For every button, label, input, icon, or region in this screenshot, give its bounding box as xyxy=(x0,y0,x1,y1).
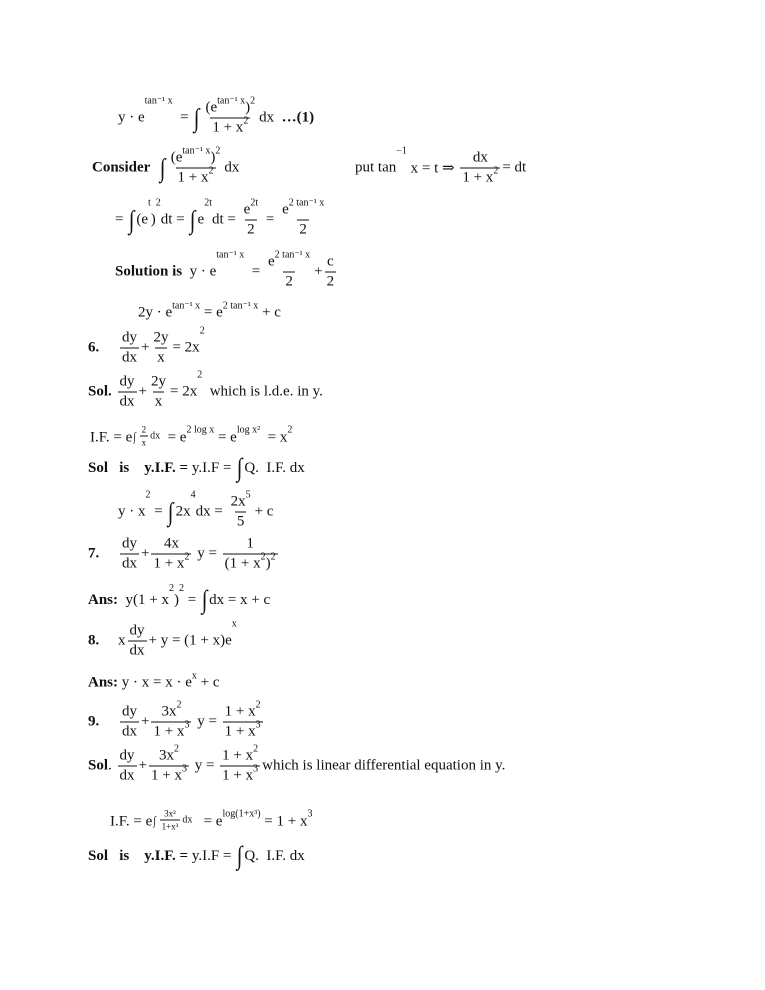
superscript: tan⁻¹ x xyxy=(182,145,211,157)
fraction xyxy=(118,748,137,785)
fraction xyxy=(223,699,263,741)
math-text: dx xyxy=(150,430,161,442)
math-text: x xyxy=(154,393,163,410)
math-text: dy xyxy=(122,329,137,346)
math-text: dx xyxy=(122,349,137,366)
math-text: = dt xyxy=(502,159,527,176)
math-text: ) xyxy=(173,591,179,608)
math-text: = e xyxy=(200,304,223,321)
math-text: + y = (1 + x)e xyxy=(148,632,232,649)
bold-label: Sol is y.I.F. = xyxy=(88,459,192,476)
fraction xyxy=(149,743,189,785)
superscript: 2 xyxy=(255,699,261,711)
math-text: + c xyxy=(258,304,281,321)
numerator xyxy=(118,374,137,392)
math-text: 2x xyxy=(230,493,246,510)
superscript xyxy=(132,425,160,448)
math-text: + xyxy=(141,545,150,562)
math-text: e xyxy=(268,253,275,270)
fraction xyxy=(120,536,139,573)
fraction xyxy=(242,197,260,239)
math-text: 1 + x xyxy=(153,555,185,572)
math-text: ) xyxy=(245,99,251,116)
integral-sign: ∫ xyxy=(153,813,157,827)
superscript: 5 xyxy=(245,489,251,501)
superscript: 3 xyxy=(307,808,313,820)
math-text: + c xyxy=(196,674,220,691)
superscript: 3 xyxy=(253,763,259,775)
math-text: = xyxy=(244,263,264,280)
fraction xyxy=(160,809,181,832)
denominator xyxy=(120,554,139,573)
math-text: e xyxy=(243,201,251,218)
fraction xyxy=(266,249,312,291)
numerator xyxy=(120,704,139,722)
math-text: dt = xyxy=(160,211,189,228)
math-text: y · x xyxy=(118,503,146,520)
math-text: c xyxy=(327,253,334,270)
math-text: I.F. = e xyxy=(110,813,153,830)
math-text: dx xyxy=(119,393,135,410)
numerator xyxy=(157,743,181,766)
math-text: (e xyxy=(205,99,218,116)
math-text: y · x = x · e xyxy=(121,674,192,691)
bold-label: Sol is y.I.F. = xyxy=(88,847,192,864)
superscript: 2 xyxy=(184,551,190,563)
numerator xyxy=(325,254,336,272)
denominator xyxy=(245,220,257,239)
denominator xyxy=(160,820,181,832)
math-text: = xyxy=(150,503,167,520)
math-text: dy xyxy=(119,747,135,764)
numerator xyxy=(140,425,149,436)
numerator xyxy=(128,623,147,641)
math-text: ) xyxy=(265,555,271,572)
math-text: 1+x³ xyxy=(161,821,179,832)
math-text: which is l.d.e. in y. xyxy=(202,383,323,400)
bold-label: 7. xyxy=(88,545,100,562)
math-text: 1 xyxy=(246,535,254,552)
math-text: y = xyxy=(190,757,219,774)
denominator xyxy=(128,641,147,660)
math-text: y = xyxy=(193,545,221,562)
math-text: + xyxy=(141,713,150,730)
math-text: 1 + x xyxy=(150,767,182,784)
integral-sign: ∫ xyxy=(159,153,165,182)
math-text: 2 xyxy=(247,221,255,238)
math-text: + xyxy=(138,383,147,400)
math-text: y(1 + x xyxy=(118,591,169,608)
math-text: x xyxy=(141,437,147,448)
math-text: 2y xyxy=(153,329,169,346)
superscript: 2 xyxy=(493,165,499,177)
math-text: ) xyxy=(210,149,216,166)
numerator xyxy=(204,95,258,118)
denominator xyxy=(325,272,337,291)
superscript: 2 xyxy=(178,583,184,594)
math-text: 2y xyxy=(150,373,166,390)
superscript: 3 xyxy=(184,719,190,731)
superscript: 2 xyxy=(173,743,179,755)
integral-sign: ∫ xyxy=(128,205,135,234)
fraction xyxy=(169,145,223,187)
numerator xyxy=(151,330,170,348)
math-text: dy xyxy=(129,622,145,639)
math-text: dx xyxy=(122,723,137,740)
fraction xyxy=(140,425,149,448)
equation-line xyxy=(88,633,99,650)
bold-label: Ans: xyxy=(88,674,122,691)
equation-line xyxy=(92,145,240,187)
numerator xyxy=(242,197,260,220)
numerator xyxy=(244,536,256,554)
denominator xyxy=(223,551,278,573)
superscript: 2 xyxy=(145,489,151,501)
superscript: 3 xyxy=(255,719,261,731)
equation-line xyxy=(118,95,315,137)
equation-line xyxy=(88,455,305,481)
denominator xyxy=(140,436,149,448)
equation-line xyxy=(88,714,99,731)
superscript: log x² xyxy=(236,424,261,436)
superscript: 2 xyxy=(176,699,182,711)
equation-line xyxy=(118,325,205,367)
numerator xyxy=(118,748,137,766)
math-text: 1 + x xyxy=(222,767,254,784)
numerator xyxy=(149,374,168,392)
integral-sign: ∫ xyxy=(133,429,137,443)
superscript: 2 xyxy=(197,369,203,381)
superscript: tan⁻¹ x xyxy=(216,249,245,261)
bold-label: 8. xyxy=(88,632,100,649)
math-text: ) xyxy=(150,211,156,228)
superscript: 2 xyxy=(155,197,161,209)
superscript: 2t xyxy=(204,197,212,209)
math-text: 1 + x xyxy=(224,703,256,720)
math-text: I.F. = e xyxy=(90,429,133,446)
equation-line xyxy=(88,546,99,563)
math-text: 4x xyxy=(163,535,179,552)
equation-line xyxy=(90,424,293,448)
superscript: tan⁻¹ x xyxy=(144,95,173,107)
math-text: dt = xyxy=(212,211,240,228)
math-text: (e xyxy=(170,149,183,166)
math-text: 1 + x xyxy=(462,169,494,186)
math-text: = xyxy=(183,591,200,608)
denominator xyxy=(220,763,260,785)
equation-line xyxy=(115,197,328,239)
math-text: 2 xyxy=(326,273,335,290)
bold-label: …(1) xyxy=(281,109,315,126)
math-text: + xyxy=(314,263,323,280)
denominator xyxy=(155,348,167,367)
superscript: 2 xyxy=(250,95,256,107)
fraction xyxy=(128,623,147,660)
fraction xyxy=(325,254,337,291)
numerator xyxy=(159,699,183,722)
math-text: y · e xyxy=(118,109,145,126)
numerator xyxy=(162,536,181,554)
denominator xyxy=(235,512,247,531)
math-text: y · e xyxy=(189,263,217,280)
numerator xyxy=(266,249,312,272)
math-text: x = t ⇒ xyxy=(406,160,459,177)
fraction xyxy=(204,95,258,137)
integral-sign: ∫ xyxy=(201,585,208,614)
superscript: 2 xyxy=(260,551,266,563)
fraction xyxy=(229,489,253,531)
equation-line xyxy=(115,249,338,291)
superscript: log(1+x³) xyxy=(222,808,261,820)
math-text: 2 xyxy=(299,221,307,238)
denominator xyxy=(149,763,189,785)
superscript: 2 tan⁻¹ x xyxy=(274,249,311,261)
integral-sign: ∫ xyxy=(190,205,196,234)
fraction xyxy=(223,536,278,573)
superscript: 2 xyxy=(287,424,293,436)
math-text: x xyxy=(157,349,165,366)
math-text: x xyxy=(118,632,126,649)
math-text: 1 + x xyxy=(222,747,254,764)
equation-line xyxy=(138,300,281,322)
denominator xyxy=(210,115,250,137)
math-text: + c xyxy=(254,503,274,520)
math-text: dx = x + c xyxy=(209,591,271,608)
equation-line xyxy=(88,369,323,411)
equation-line xyxy=(88,583,271,614)
superscript: 2 xyxy=(243,115,249,127)
math-text: + xyxy=(141,339,150,356)
fraction xyxy=(120,704,139,741)
bold-label: 9. xyxy=(88,713,100,730)
fraction xyxy=(149,374,168,411)
superscript: −1 xyxy=(396,145,407,157)
math-text: dx xyxy=(472,149,488,166)
superscript: 2 xyxy=(168,583,174,594)
math-text: 3x xyxy=(161,703,177,720)
numerator xyxy=(471,150,490,168)
denominator xyxy=(118,766,137,785)
math-text: y = xyxy=(193,713,221,730)
equation-line xyxy=(110,808,313,832)
math-text: = xyxy=(262,211,279,228)
integral-sign: ∫ xyxy=(236,453,243,482)
math-text: 2 xyxy=(141,424,147,435)
math-text: 1 + x xyxy=(153,723,185,740)
superscript: 2t xyxy=(250,197,259,209)
math-text: dy xyxy=(122,535,137,552)
math-text: = x xyxy=(260,429,288,446)
math-text: (e xyxy=(136,211,148,228)
math-text: 2x xyxy=(175,503,191,520)
equation-line xyxy=(355,145,527,187)
denominator xyxy=(120,722,139,741)
math-text: dx xyxy=(122,555,137,572)
bold-label: 6. xyxy=(88,339,100,356)
math-text: dx xyxy=(224,159,240,176)
fraction xyxy=(280,197,326,239)
equation-line xyxy=(118,699,265,741)
fraction xyxy=(460,150,500,187)
fraction xyxy=(151,536,191,573)
math-text: 3x xyxy=(158,747,174,764)
denominator xyxy=(223,719,263,741)
denominator xyxy=(176,165,216,187)
math-text: which is linear differential equation in y. xyxy=(262,757,506,774)
superscript: 2 tan⁻¹ x xyxy=(222,300,259,312)
math-text: e xyxy=(282,201,289,218)
denominator xyxy=(153,392,165,411)
math-text: . xyxy=(108,757,116,774)
math-text: 2y · e xyxy=(138,304,173,321)
math-text: = 2x xyxy=(172,339,200,356)
denominator xyxy=(120,348,139,367)
math-text: 1 + x xyxy=(212,119,244,136)
math-text: = xyxy=(115,211,128,228)
denominator xyxy=(297,220,309,239)
superscript: t xyxy=(148,197,151,209)
math-text: dx xyxy=(119,767,135,784)
math-text: = e xyxy=(192,813,223,830)
math-text: 1 + x xyxy=(177,169,209,186)
integral-sign: ∫ xyxy=(236,841,243,870)
math-text: dx xyxy=(129,642,145,659)
equation-line xyxy=(118,489,274,531)
math-text: 3x² xyxy=(164,808,176,819)
numerator xyxy=(280,197,326,220)
superscript: 2 log x xyxy=(186,424,215,436)
superscript: x xyxy=(191,670,197,682)
superscript: 2 xyxy=(253,743,259,755)
superscript: 2 tan⁻¹ x xyxy=(288,197,325,209)
math-text: = e xyxy=(214,429,237,446)
superscript: 2 xyxy=(199,325,205,337)
math-text: + xyxy=(138,757,147,774)
bold-label: Sol xyxy=(88,757,109,774)
math-text: y.I.F = xyxy=(191,459,236,476)
denominator xyxy=(283,272,295,291)
numerator xyxy=(162,809,178,820)
equation-line xyxy=(88,743,506,785)
superscript: 4 xyxy=(190,489,196,501)
math-text: 1 + x xyxy=(224,723,256,740)
denominator xyxy=(118,392,137,411)
denominator xyxy=(151,719,191,741)
math-text: = 2x xyxy=(169,383,198,400)
superscript: 3 xyxy=(181,763,187,775)
math-text: = e xyxy=(160,429,187,446)
superscript: tan⁻¹ x xyxy=(172,300,201,312)
equation-line xyxy=(88,670,220,692)
integral-sign: ∫ xyxy=(194,103,200,132)
bold-label: Sol. xyxy=(88,383,116,400)
math-text: put tan xyxy=(355,159,397,176)
fraction xyxy=(151,699,191,741)
math-text: Q. I.F. dx xyxy=(244,459,305,476)
math-text: dy xyxy=(119,373,135,390)
math-text: = xyxy=(172,109,193,126)
numerator xyxy=(120,330,139,348)
math-text: = 1 + x xyxy=(260,813,308,830)
math-text: dx xyxy=(182,814,193,826)
superscript: 2 xyxy=(208,165,214,177)
equation-line xyxy=(88,843,305,869)
superscript: x xyxy=(231,618,237,630)
math-text: dx xyxy=(259,109,282,126)
superscript: 2 xyxy=(270,551,276,563)
math-text: (1 + x xyxy=(224,555,261,572)
superscript: 2 xyxy=(215,145,221,157)
math-text: 2 xyxy=(285,273,293,290)
bold-label: Solution is xyxy=(115,263,190,280)
numerator xyxy=(229,489,253,512)
math-text: y.I.F = xyxy=(191,847,236,864)
equation-line xyxy=(88,340,99,357)
equation-line xyxy=(118,536,280,573)
math-text: Q. I.F. dx xyxy=(244,847,305,864)
math-text: dx = xyxy=(195,503,227,520)
fraction xyxy=(220,743,260,785)
fraction xyxy=(118,374,137,411)
superscript: tan⁻¹ x xyxy=(217,95,246,107)
math-text: dy xyxy=(122,703,137,720)
denominator xyxy=(151,551,191,573)
bold-label: Ans: xyxy=(88,591,119,608)
fraction xyxy=(120,330,139,367)
equation-line xyxy=(118,618,237,660)
fraction xyxy=(151,330,170,367)
math-text: e xyxy=(197,211,205,228)
denominator xyxy=(460,165,500,187)
numerator xyxy=(169,145,223,168)
bold-label: Consider xyxy=(92,159,158,176)
numerator xyxy=(120,536,139,554)
superscript xyxy=(152,809,192,832)
integral-sign: ∫ xyxy=(168,497,174,526)
math-text: 5 xyxy=(236,513,245,530)
